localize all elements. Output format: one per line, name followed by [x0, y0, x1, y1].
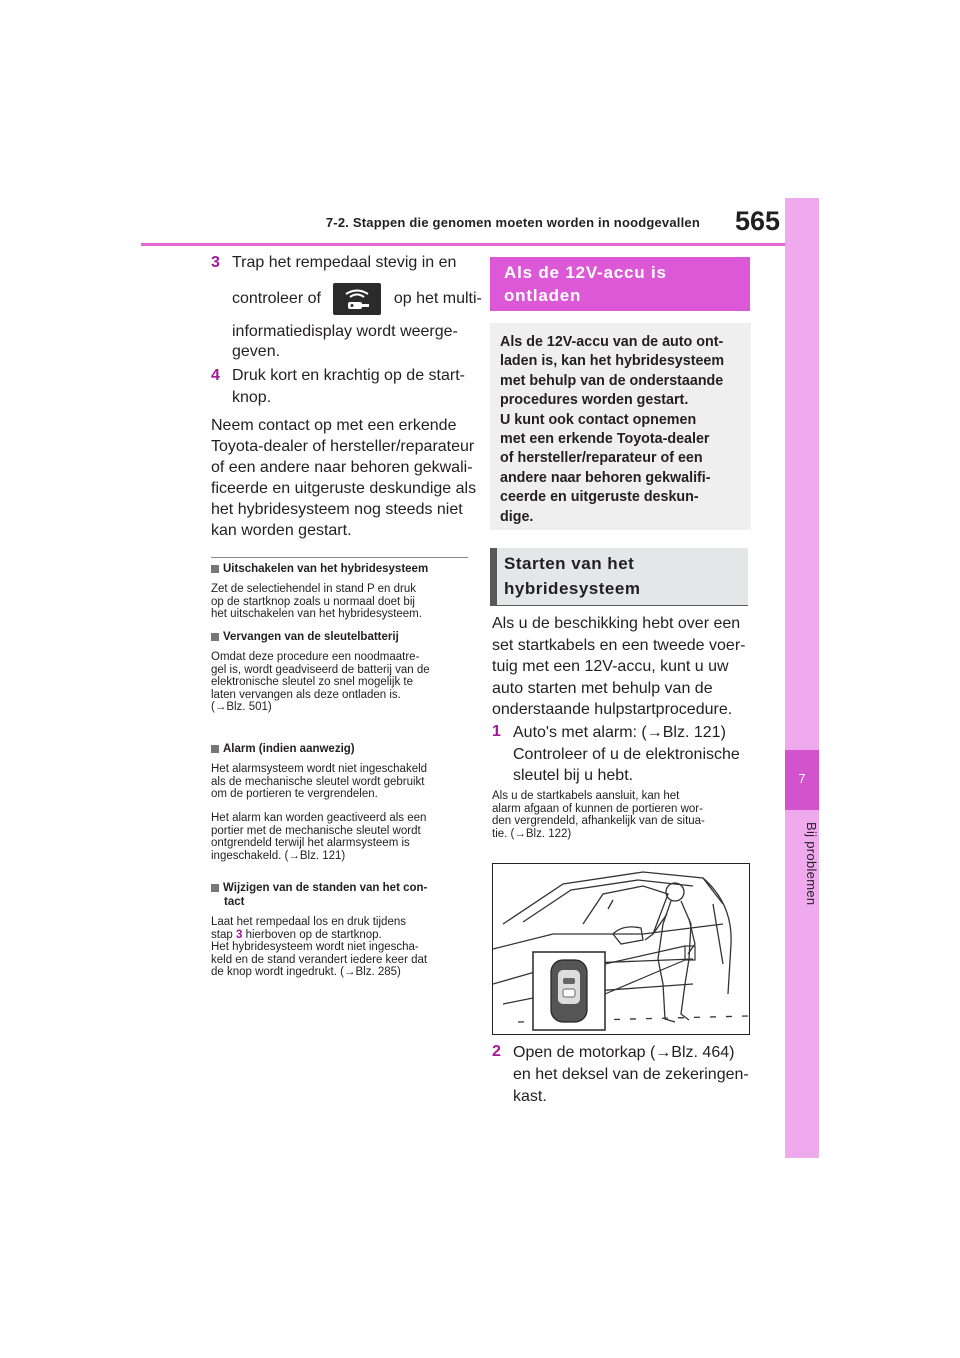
- key-indicator-icon: [333, 283, 381, 315]
- step-text: knop.: [232, 389, 272, 406]
- step-text: Druk kort en krachtig op de start-: [232, 367, 465, 384]
- info-line: of hersteller/reparateur of een: [500, 450, 703, 467]
- step-line: Controleer of u de elektronische: [513, 745, 740, 763]
- step-text: informatiedisplay wordt weerge-: [232, 323, 458, 340]
- note-line: op de startknop zoals u normaal doet bij: [211, 595, 415, 608]
- notes-divider: [211, 557, 468, 558]
- paragraph-line: tuig met een 12V-accu, kunt u uw: [492, 658, 729, 675]
- note-line: Het alarm kan worden geactiveerd als een: [211, 812, 427, 824]
- step-number: 2: [492, 1043, 501, 1060]
- note-body: [211, 763, 427, 801]
- paragraph-line: set startkabels en een tweede voer-: [492, 636, 746, 654]
- header-divider: [141, 243, 785, 246]
- info-line: ceerde en uitgeruste deskun-: [500, 489, 699, 506]
- section-title: [504, 261, 667, 307]
- note-line: Het alarmsysteem wordt niet ingeschakeld: [211, 763, 428, 775]
- chapter-side-tab: [785, 198, 819, 1158]
- info-line: andere naar behoren gekwalifi-: [500, 469, 711, 486]
- square-bullet-icon: [211, 745, 219, 753]
- note-line: Het hybridesysteem wordt niet ingescha-: [211, 941, 419, 954]
- step-text: op het multi-: [393, 290, 482, 308]
- note-body: [211, 583, 422, 621]
- square-bullet-icon: [211, 633, 219, 641]
- section-heading-underline: [490, 605, 748, 606]
- paragraph-line: of een andere naar behoren gekwali-: [211, 459, 473, 476]
- info-line: met een erkende Toyota-dealer: [500, 431, 710, 448]
- square-bullet-icon: [211, 884, 219, 892]
- step-text: Trap het rempedaal stevig in en: [232, 254, 457, 271]
- step-number: 4: [211, 367, 220, 384]
- note-title: Uitschakelen van het hybridesysteem: [223, 563, 429, 575]
- chapter-heading: 7-2. Stappen die genomen moeten worden in noodgevallen: [325, 215, 700, 230]
- info-box-text: [500, 333, 745, 527]
- note-line: ontgrendeld terwijl het alarmsysteem is: [211, 837, 410, 850]
- note-line: om de portieren te vergrendelen.: [211, 788, 378, 801]
- info-line: laden is, kan het hybridesysteem: [500, 353, 725, 370]
- chapter-number: 7: [798, 771, 806, 786]
- note-heading: [211, 882, 427, 895]
- step-number: 1: [492, 723, 501, 740]
- step-reference-number: 3: [235, 928, 243, 941]
- step-line: sleutel bij u hebt.: [513, 767, 634, 784]
- section-heading-12v-battery: [490, 257, 750, 311]
- step-text: [513, 1042, 749, 1108]
- step-line: Open de motorkap (→Blz. 464): [513, 1044, 735, 1061]
- paragraph-line: Toyota-dealer of hersteller/reparateur: [211, 438, 475, 455]
- note-line: alarm afgaan of kunnen de portieren wor-: [492, 802, 703, 815]
- car-door-illustration: [492, 863, 750, 1035]
- contact-dealer-paragraph: [211, 415, 476, 541]
- note-line: Als u de startkabels aansluit, kan het: [492, 790, 680, 802]
- paragraph-line: ficeerde en uitgeruste deskundige als: [211, 480, 477, 497]
- section-title-line: hybridesysteem: [504, 579, 641, 598]
- note-text-fragment: hierboven op de startknop.: [245, 928, 382, 941]
- note-line: keld en de stand verandert iedere keer dat: [211, 953, 428, 966]
- step-line: kast.: [513, 1088, 547, 1105]
- page-number: 565: [734, 206, 780, 236]
- step-line: en het deksel van de zekeringen-: [513, 1066, 749, 1083]
- note-title: Wijzigen van de standen van het con-: [223, 882, 428, 894]
- note-line: elektronische sleutel zo snel mogelijk te: [211, 676, 413, 689]
- paragraph-line: Als u de beschikking hebt over een: [492, 615, 741, 632]
- note-line: het uitschakelen van het hybridesysteem.: [211, 608, 422, 621]
- step-text: controleer of: [232, 290, 321, 308]
- paragraph-line: het hybridesysteem nog steeds niet: [211, 501, 463, 518]
- step-line: Auto's met alarm: (→Blz. 121): [513, 724, 726, 741]
- section-title-line: Als de 12V-accu is: [504, 263, 667, 282]
- info-line: U kunt ook contact opnemen: [500, 411, 697, 428]
- note-text-fragment: stap: [211, 928, 233, 941]
- note-line: Omdat deze procedure een noodmaatre-: [211, 651, 420, 663]
- note-line: portier met de mechanische sleutel wordt: [211, 824, 421, 837]
- note-line: de knop wordt ingedrukt. (→Blz. 285): [211, 966, 401, 979]
- info-line: procedures worden gestart.: [500, 392, 689, 409]
- note-line: den vergrendeld, afhankelijk van de situa-: [492, 815, 705, 828]
- info-line: Als de 12V-accu van de auto ont-: [500, 334, 724, 350]
- note-body: [211, 916, 427, 979]
- info-line: dige.: [500, 508, 534, 525]
- note-title-continued: tact: [224, 896, 245, 908]
- alarm-note: [492, 790, 705, 840]
- note-title: Vervangen van de sleutelbatterij: [223, 631, 399, 643]
- note-heading: [211, 563, 428, 576]
- note-line: laten vervangen als deze ontladen is.: [211, 688, 401, 701]
- note-line: (→Blz. 501): [211, 701, 272, 714]
- note-line: [211, 929, 427, 942]
- chapter-label: Bij problemen: [804, 822, 819, 906]
- paragraph-line: Neem contact op met een erkende: [211, 417, 457, 434]
- step-text-with-icon: [232, 283, 482, 315]
- note-line: als de mechanische sleutel wordt gebruikt: [211, 775, 425, 788]
- note-body: [211, 812, 426, 862]
- section-title-line: Starten van het: [504, 554, 635, 573]
- note-title: Alarm (indien aanwezig): [223, 743, 355, 755]
- section-heading-start-hybrid: [490, 548, 748, 606]
- note-heading: [211, 631, 399, 644]
- section-heading-bar: [490, 548, 497, 606]
- note-line: gel is, wordt geadviseerd de batterij van de: [211, 663, 430, 676]
- note-body: [211, 651, 430, 714]
- info-line: met behulp van de onderstaande: [500, 372, 724, 389]
- note-line: ingeschakeld. (→Blz. 121): [211, 849, 346, 862]
- paragraph-line: auto starten met behulp van de: [492, 679, 713, 697]
- square-bullet-icon: [211, 565, 219, 573]
- step-text: geven.: [232, 343, 281, 360]
- note-line: Laat het rempedaal los en druk tijdens: [211, 916, 406, 928]
- jumpstart-intro: [492, 613, 745, 721]
- note-heading: [211, 743, 355, 756]
- section-title-line: ontladen: [504, 286, 582, 305]
- step-number: 3: [211, 254, 220, 271]
- step-text: [513, 722, 740, 787]
- note-line: Zet de selectiehendel in stand P en druk: [211, 583, 417, 595]
- note-line: tie. (→Blz. 122): [492, 827, 572, 840]
- paragraph-line: kan worden gestart.: [211, 522, 352, 539]
- section-title: [504, 551, 640, 601]
- paragraph-line: onderstaande hulpstartprocedure.: [492, 701, 733, 718]
